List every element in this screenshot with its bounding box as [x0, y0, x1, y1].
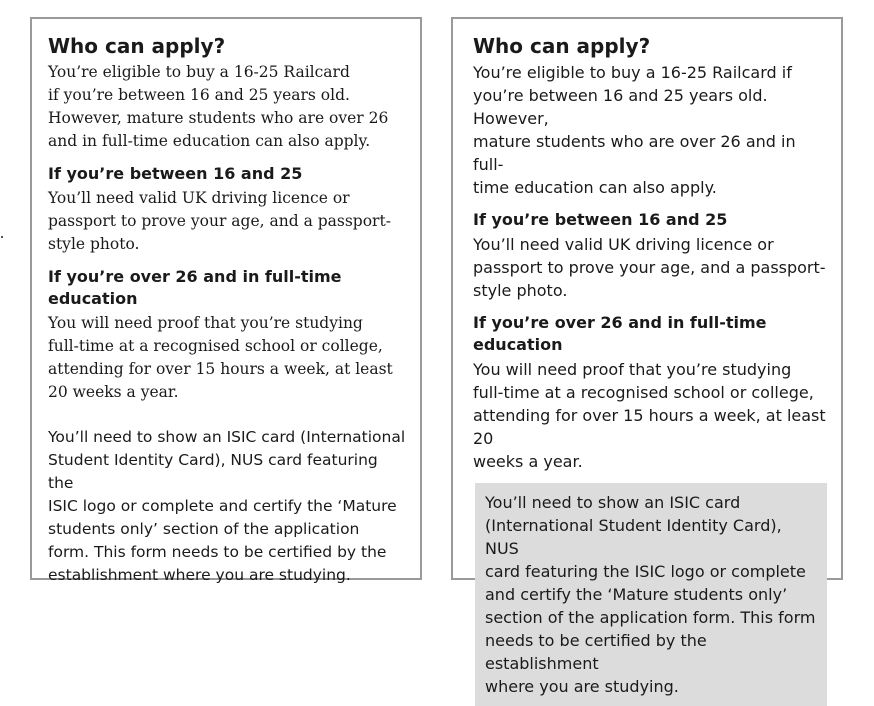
right-callout-line-4: and certify the ‘Mature students only’ — [485, 585, 788, 604]
right-section2-heading: If you’re over 26 and in full-time education — [473, 313, 767, 354]
right-section2-line-4: weeks a year. — [473, 452, 583, 471]
left-section2-line-3: attending for over 15 hours a week, at least — [48, 360, 393, 378]
right-section2-line-2: full-time at a recognised school or college, — [473, 383, 814, 402]
left-callout-line-5: form. This form needs to be certified by the — [48, 543, 387, 561]
right-panel — [451, 17, 843, 696]
edge-mark — [1, 236, 3, 238]
right-section2-line-3: attending for over 15 hours a week, at least 20 — [473, 406, 826, 448]
left-callout-line-6: establishment where you are studying. — [48, 566, 351, 584]
left-title: Who can apply? — [48, 34, 226, 58]
right-callout-line-6: needs to be certified by the establishment — [485, 631, 707, 673]
left-section1-line-1: You’ll need valid UK driving licence or — [48, 189, 350, 207]
right-section1-line-3: style photo. — [473, 281, 568, 300]
right-section1-heading: If you’re between 16 and 25 — [473, 210, 728, 229]
left-panel — [30, 17, 422, 584]
right-section1-line-1: You’ll need valid UK driving licence or — [473, 235, 774, 254]
left-callout-line-1: You’ll need to show an ISIC card (International — [48, 428, 406, 446]
left-section2-line-2: full-time at a recognised school or college, — [48, 337, 383, 355]
left-callout-line-2: Student Identity Card), NUS card featuring the — [48, 451, 378, 492]
right-callout-line-7: where you are studying. — [485, 677, 679, 696]
left-intro-line-1: You’re eligible to buy a 16-25 Railcard — [48, 63, 350, 81]
right-intro-line-1: You’re eligible to buy a 16-25 Railcard if — [473, 63, 792, 82]
left-section2-line-4: 20 weeks a year. — [48, 383, 179, 401]
left-intro-line-4: and in full-time education can also apply. — [48, 132, 371, 150]
left-callout — [48, 426, 406, 587]
left-intro-line-2: if you’re between 16 and 25 years old. — [48, 86, 350, 104]
left-intro-line-3: However, mature students who are over 26 — [48, 109, 389, 127]
left-callout-line-4: students only’ section of the application — [48, 520, 360, 538]
right-section1-line-2: passport to prove your age, and a passport- — [473, 258, 826, 277]
left-section2-line-1: You will need proof that you’re studying — [48, 314, 363, 332]
left-section1-line-3: style photo. — [48, 235, 140, 253]
left-section1-line-2: passport to prove your age, and a passport- — [48, 212, 391, 230]
right-callout-line-1: You’ll need to show an ISIC card — [485, 493, 741, 512]
right-intro-line-4: time education can also apply. — [473, 178, 717, 197]
right-callout-line-3: card featuring the ISIC logo or complete — [485, 562, 806, 581]
left-section1-heading: If you’re between 16 and 25 — [48, 164, 303, 183]
right-callout-line-5: section of the application form. This form — [485, 608, 816, 627]
left-callout-line-3: ISIC logo or complete and certify the ‘Mature — [48, 497, 397, 515]
right-intro-line-2: you’re between 16 and 25 years old. However, — [473, 86, 768, 128]
right-intro-line-3: mature students who are over 26 and in full- — [473, 132, 796, 174]
right-title: Who can apply? — [473, 34, 651, 58]
left-section2-heading: If you’re over 26 and in full-time education — [48, 267, 342, 308]
right-section2-line-1: You will need proof that you’re studying — [473, 360, 792, 379]
right-callout-line-2: (International Student Identity Card), NUS — [485, 516, 782, 558]
